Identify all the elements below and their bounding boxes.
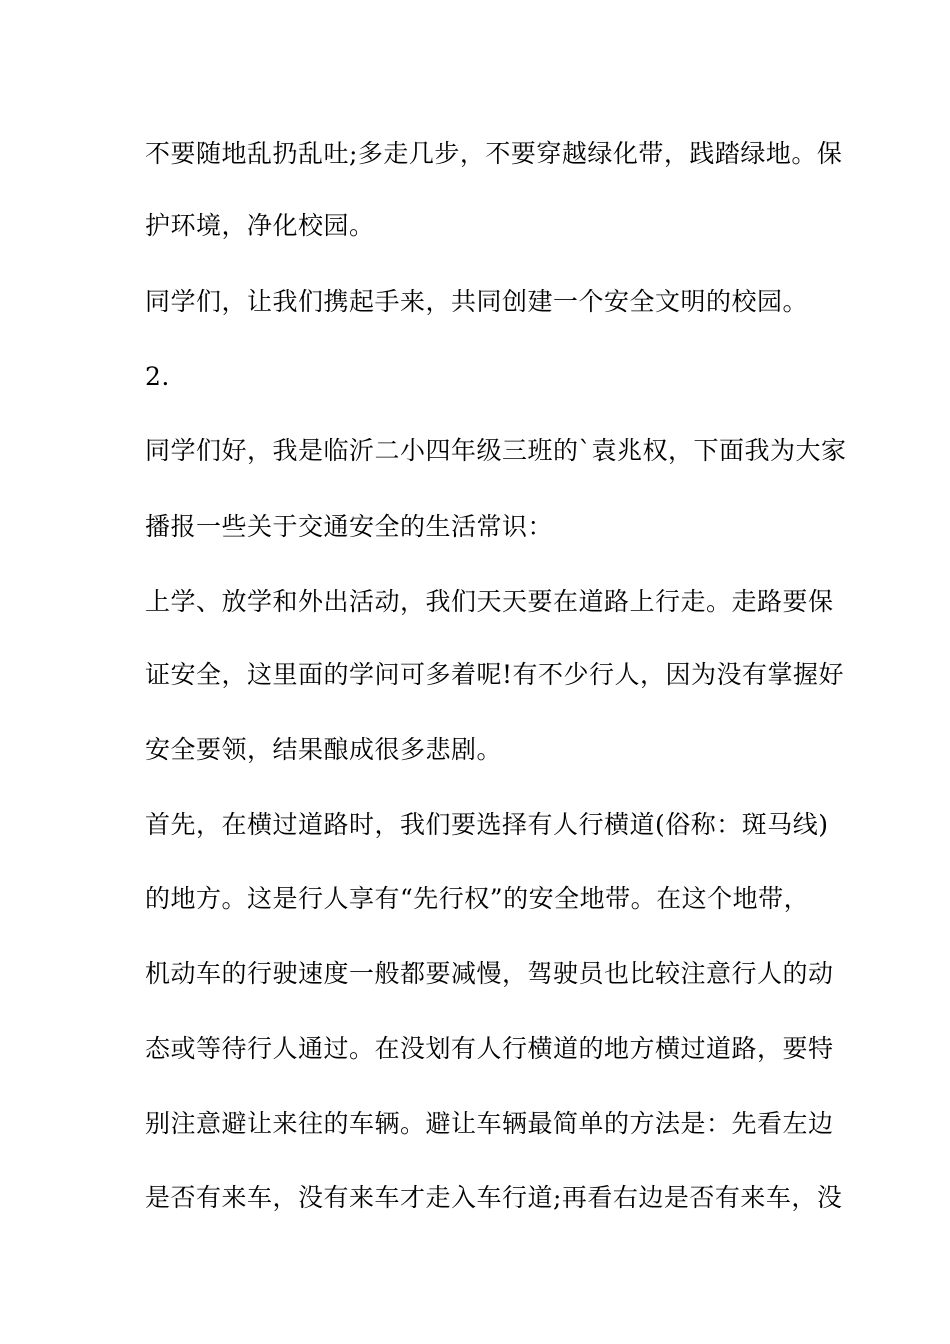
- text-line: 是否有来车，没有来车才走入车行道;再看右边是否有来车，没: [145, 1183, 843, 1212]
- text-line: 态或等待行人通过。在没划有人行横道的地方横过道路，要特: [145, 1034, 834, 1063]
- text-line: 同学们，让我们携起手来，共同创建一个安全文明的校园。: [145, 287, 809, 316]
- text-line: 上学、放学和外出活动，我们天天要在道路上行走。走路要保: [145, 587, 834, 616]
- text-line: 播报一些关于交通安全的生活常识：: [145, 512, 554, 541]
- text-line: 同学们好，我是临沂二小四年级三班的`袁兆权，下面我为大家: [145, 436, 847, 465]
- text-line: 护环境，净化校园。: [145, 211, 375, 240]
- text-line: 别注意避让来往的车辆。避让车辆最简单的方法是：先看左边: [145, 1109, 834, 1138]
- section-number: 2.: [145, 362, 170, 391]
- text-line: 机动车的行驶速度一般都要减慢，驾驶员也比较注意行人的动: [145, 959, 834, 988]
- text-line: 首先，在横过道路时，我们要选择有人行横道(俗称：斑马线): [145, 810, 829, 839]
- text-line: 证安全，这里面的学问可多着呢!有不少行人，因为没有掌握好: [145, 660, 845, 689]
- text-line: 安全要领，结果酿成很多悲剧。: [145, 735, 503, 764]
- text-line: 不要随地乱扔乱吐;多走几步，不要穿越绿化带，践踏绿地。保: [145, 139, 843, 168]
- text-line: 的地方。这是行人享有“先行权”的安全地带。在这个地带，: [145, 884, 810, 913]
